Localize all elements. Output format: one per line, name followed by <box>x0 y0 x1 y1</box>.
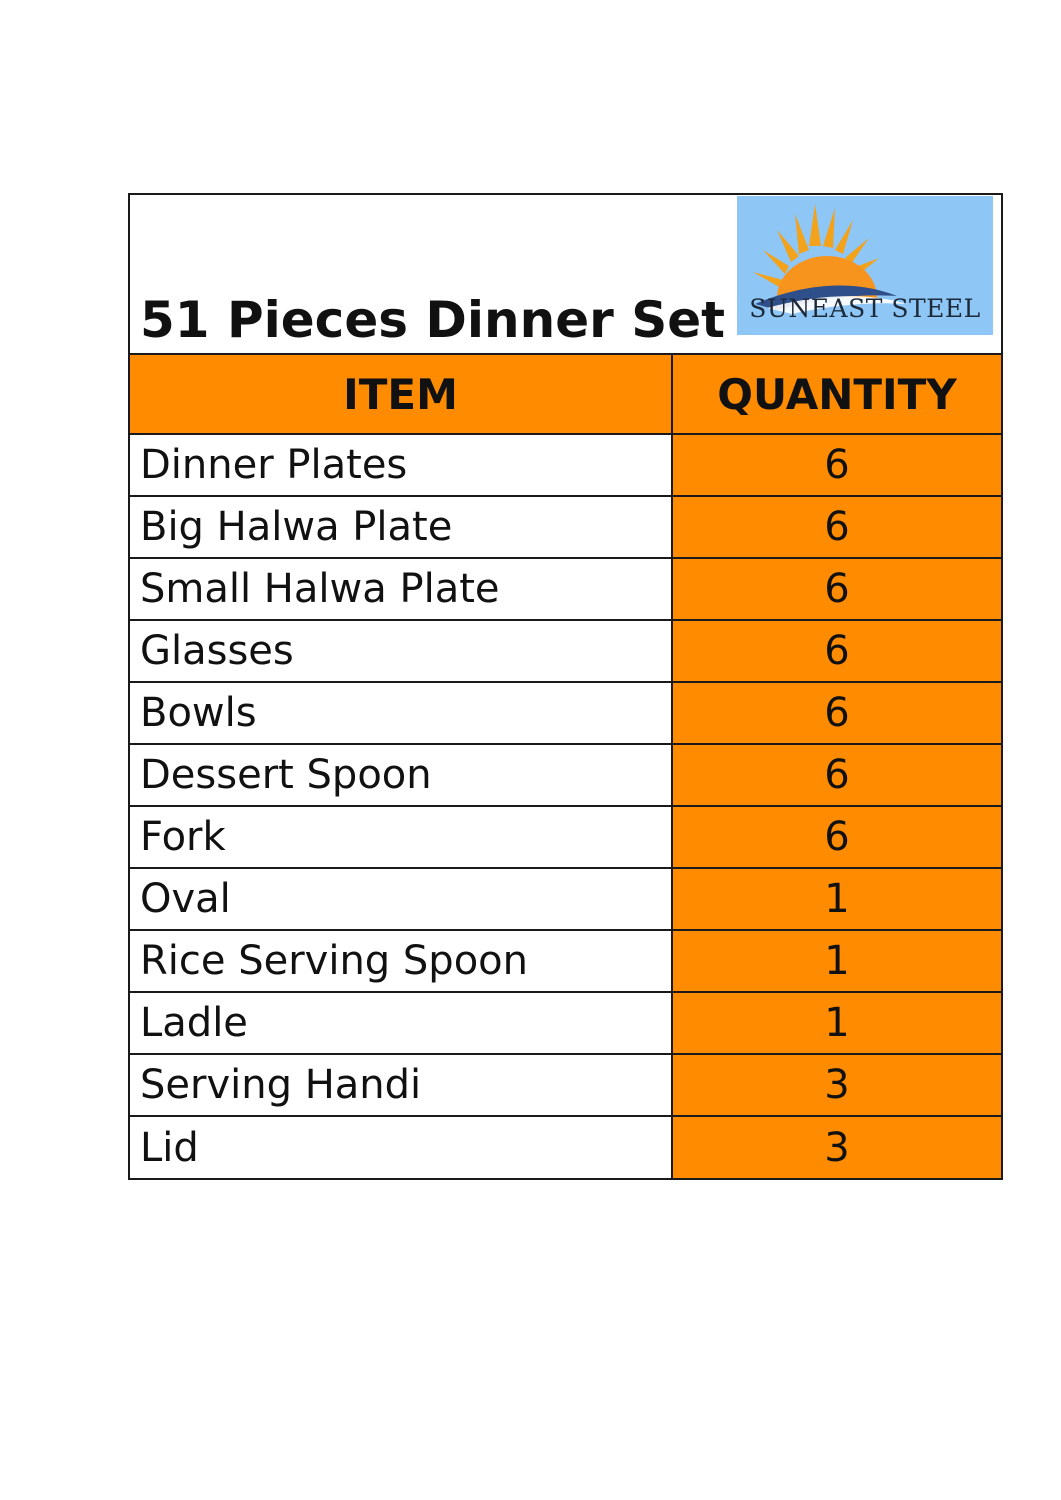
item-quantity: 6 <box>672 558 1001 620</box>
sheet-header <box>130 195 1001 355</box>
table-row <box>130 868 1001 930</box>
item-quantity: 6 <box>672 434 1001 496</box>
table-row <box>130 682 1001 744</box>
table-row <box>130 930 1001 992</box>
item-name: Small Halwa Plate <box>130 558 672 620</box>
item-name: Rice Serving Spoon <box>130 930 672 992</box>
item-quantity: 3 <box>672 1054 1001 1116</box>
item-name: Big Halwa Plate <box>130 496 672 558</box>
item-column-header: ITEM <box>130 355 672 434</box>
table-row <box>130 558 1001 620</box>
table-row <box>130 434 1001 496</box>
table-row <box>130 620 1001 682</box>
item-quantity: 6 <box>672 620 1001 682</box>
item-quantity: 6 <box>672 744 1001 806</box>
item-name: Serving Handi <box>130 1054 672 1116</box>
table-row <box>130 496 1001 558</box>
table-row <box>130 1116 1001 1178</box>
quantity-column-header: QUANTITY <box>672 355 1001 434</box>
dinner-set-sheet <box>128 193 1003 1180</box>
brand-logo <box>737 196 993 335</box>
table-row <box>130 1054 1001 1116</box>
item-quantity: 6 <box>672 682 1001 744</box>
item-name: Fork <box>130 806 672 868</box>
item-name: Dessert Spoon <box>130 744 672 806</box>
item-quantity: 1 <box>672 992 1001 1054</box>
item-name: Ladle <box>130 992 672 1054</box>
item-name: Oval <box>130 868 672 930</box>
table-row <box>130 744 1001 806</box>
item-quantity: 6 <box>672 496 1001 558</box>
table-row <box>130 806 1001 868</box>
item-name: Lid <box>130 1116 672 1178</box>
item-name: Glasses <box>130 620 672 682</box>
brand-name: SUNEAST STEEL <box>749 294 981 323</box>
item-name: Bowls <box>130 682 672 744</box>
item-quantity: 6 <box>672 806 1001 868</box>
items-table <box>130 355 1001 1178</box>
item-quantity: 1 <box>672 930 1001 992</box>
item-name: Dinner Plates <box>130 434 672 496</box>
table-row <box>130 992 1001 1054</box>
table-header-row <box>130 355 1001 434</box>
item-quantity: 3 <box>672 1116 1001 1178</box>
item-quantity: 1 <box>672 868 1001 930</box>
page-title: 51 Pieces Dinner Set <box>140 291 726 349</box>
